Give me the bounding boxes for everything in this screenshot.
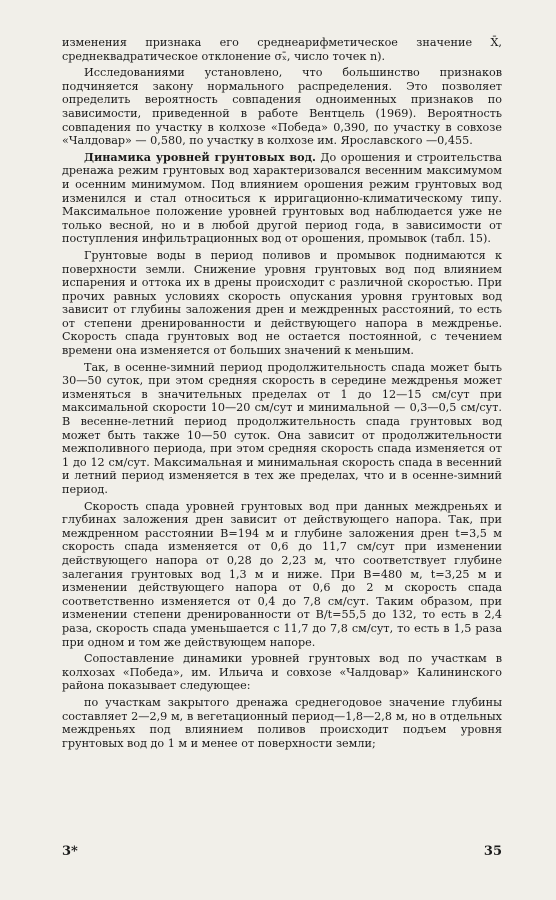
body-text <box>62 36 502 753</box>
paragraph-3-text: До орошения и строительства дренажа режим грунтовых вод характеризовался весенним максимумом и осенним минимумом. Под влиянием орошения режим грунтовых вод изменился и стал относиться к ирригационно-климатическому типу. Максимальное положение уровней грунтовых вод наблюдается уже не только весной, но и в любой другой период года, в зависимости от поступления инфильтрационных вод от орошения, промывок (табл. 15). <box>62 150 502 246</box>
paragraph-2: Исследованиями установлено, что большинство признаков подчиняется закону нормального распределения. Это позволяет определить вероятность совпадения одноименных признаков по зависимости, приведенной в работе Вентцель (1969). Вероятность совпадения по участку в колхозе «Победа» 0,390, по участку в совхозе «Чалдовар» — 0,580, по участку в колхозе им. Ярославского —0,455. <box>62 66 502 148</box>
page-number: 35 <box>483 844 502 859</box>
paragraph-6: Скорость спада уровней грунтовых вод при данных междреньях и глубинах заложения дрен зависит от действующего напора. Так, при междренном расстоянии B=194 м и глубине заложения дрен t=3,5 м скорость спада изменяется от 0,6 до 11,7 см/сут при изменении действующего напора от 0,28 до 2,23 м, что соответствует глубине залегания грунтовых вод 1,3 м и ниже. При B=480 м, t=3,25 м и изменении действующего напора от 0,6 до 2 м скорость спада соответственно изменяется от 0,4 до 7,8 см/сут. Таким образом, при изменении степени дренированности от B/t=55,5 до 132, то есть в 2,4 раза, скорость спада уменьшается с 11,7 до 7,8 см/сут, то есть в 1,5 раза при одном и том же действующем напоре. <box>62 499 502 649</box>
section-heading: Динамика уровней грунтовых вод. <box>84 149 316 164</box>
paragraph-1: изменения признака его среднеарифметическое значение X̄, среднеквадратическое отклонение σₓ̄, число точек n). <box>62 36 502 63</box>
paragraph-7: Сопоставление динамики уровней грунтовых вод по участкам в колхозах «Победа», им. Ильича и совхозе «Чалдовар» Калининского района показывает следующее: <box>62 652 502 693</box>
paragraph-4: Грунтовые воды в период поливов и промывок поднимаются к поверхности земли. Снижение уровня грунтовых вод под влиянием испарения и оттока их в дрены происходит с различной скоростью. При прочих равных условиях скорость опускания уровня грунтовых вод зависит от глубины заложения дрен и междренных расстояний, то есть от степени дренированности и действующего напора в междренье. Скорость спада грунтовых вод не остается постоянной, с течением времени она изменяется от больших значений к меньшим. <box>62 248 502 358</box>
paragraph-8: по участкам закрытого дренажа среднегодовое значение глубины составляет 2—2,9 м, в вегетационный период—1,8—2,8 м, но в отдельных междреньях под влиянием поливов происходит подъем уровня грунтовых вод до 1 м и менее от поверхности земли; <box>62 695 502 750</box>
paragraph-3 <box>62 151 502 246</box>
paragraph-5: Так, в осенне-зимний период продолжительность спада может быть 30—50 суток, при этом средняя скорость в середине междренья может изменяться в значительных пределах от 1 до 12—15 см/сут при максимальной скорости 10—20 см/сут и минимальной — 0,3—0,5 см/сут. В весенне-летний период продолжительность спада грунтовых вод может быть также 10—50 суток. Она зависит от продолжительности межполивного периода, при этом средняя скорость спада изменяется от 1 до 12 см/сут. Максимальная и минимальная скорость спада в весенний и летний период изменяется в тех же пределах, что и в осенне-зимний период. <box>62 360 502 496</box>
signature-mark: 3* <box>62 844 78 859</box>
